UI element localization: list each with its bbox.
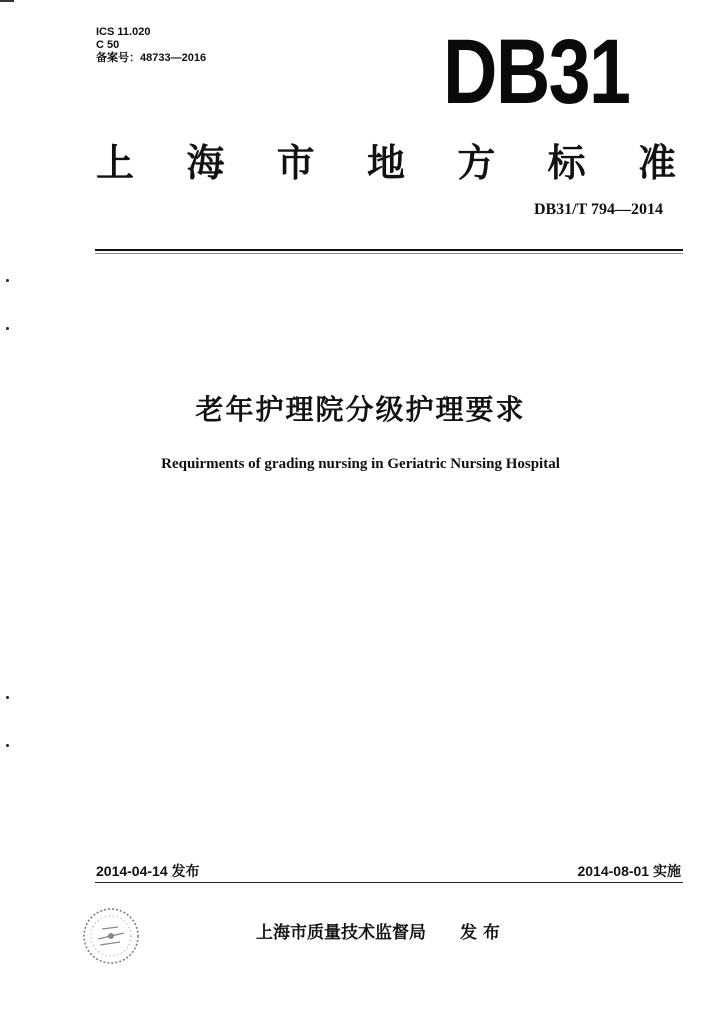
document-title-en: Requirments of grading nursing in Geriatric Nursing Hospital	[161, 456, 560, 472]
title-char: 准	[637, 140, 676, 185]
document-title-cn: 老年护理院分级护理要求	[195, 393, 526, 426]
classification-block	[96, 26, 206, 65]
margin-dot	[6, 696, 9, 699]
issue-date: 2014-04-14 发布	[96, 863, 200, 879]
title-char: 标	[547, 140, 586, 185]
title-char: 方	[457, 140, 496, 185]
header-divider	[95, 249, 683, 251]
title-char: 上	[96, 140, 135, 185]
ics-code: ICS 11.020	[96, 26, 151, 38]
margin-dot	[6, 279, 9, 282]
title-char: 海	[186, 140, 225, 185]
title-char: 地	[366, 140, 405, 185]
standard-number: DB31/T 794—2014	[533, 201, 663, 218]
class-code: C 50	[96, 39, 120, 51]
header-divider-thin	[95, 253, 683, 254]
publisher-action: 发 布	[460, 923, 500, 943]
db31-logo: DB31	[443, 21, 630, 123]
scan-corner-mark	[0, 0, 14, 2]
effective-date: 2014-08-01 实施	[577, 863, 681, 879]
footer-divider	[95, 882, 683, 883]
record-number: 备案号：48733—2016	[96, 52, 207, 64]
official-seal-icon	[80, 905, 142, 967]
margin-dot	[6, 744, 9, 747]
publisher-name: 上海市质量技术监督局	[256, 923, 426, 943]
standard-category-title	[96, 132, 676, 187]
title-char: 市	[276, 140, 315, 185]
publisher	[256, 918, 500, 943]
margin-dot	[6, 327, 9, 330]
